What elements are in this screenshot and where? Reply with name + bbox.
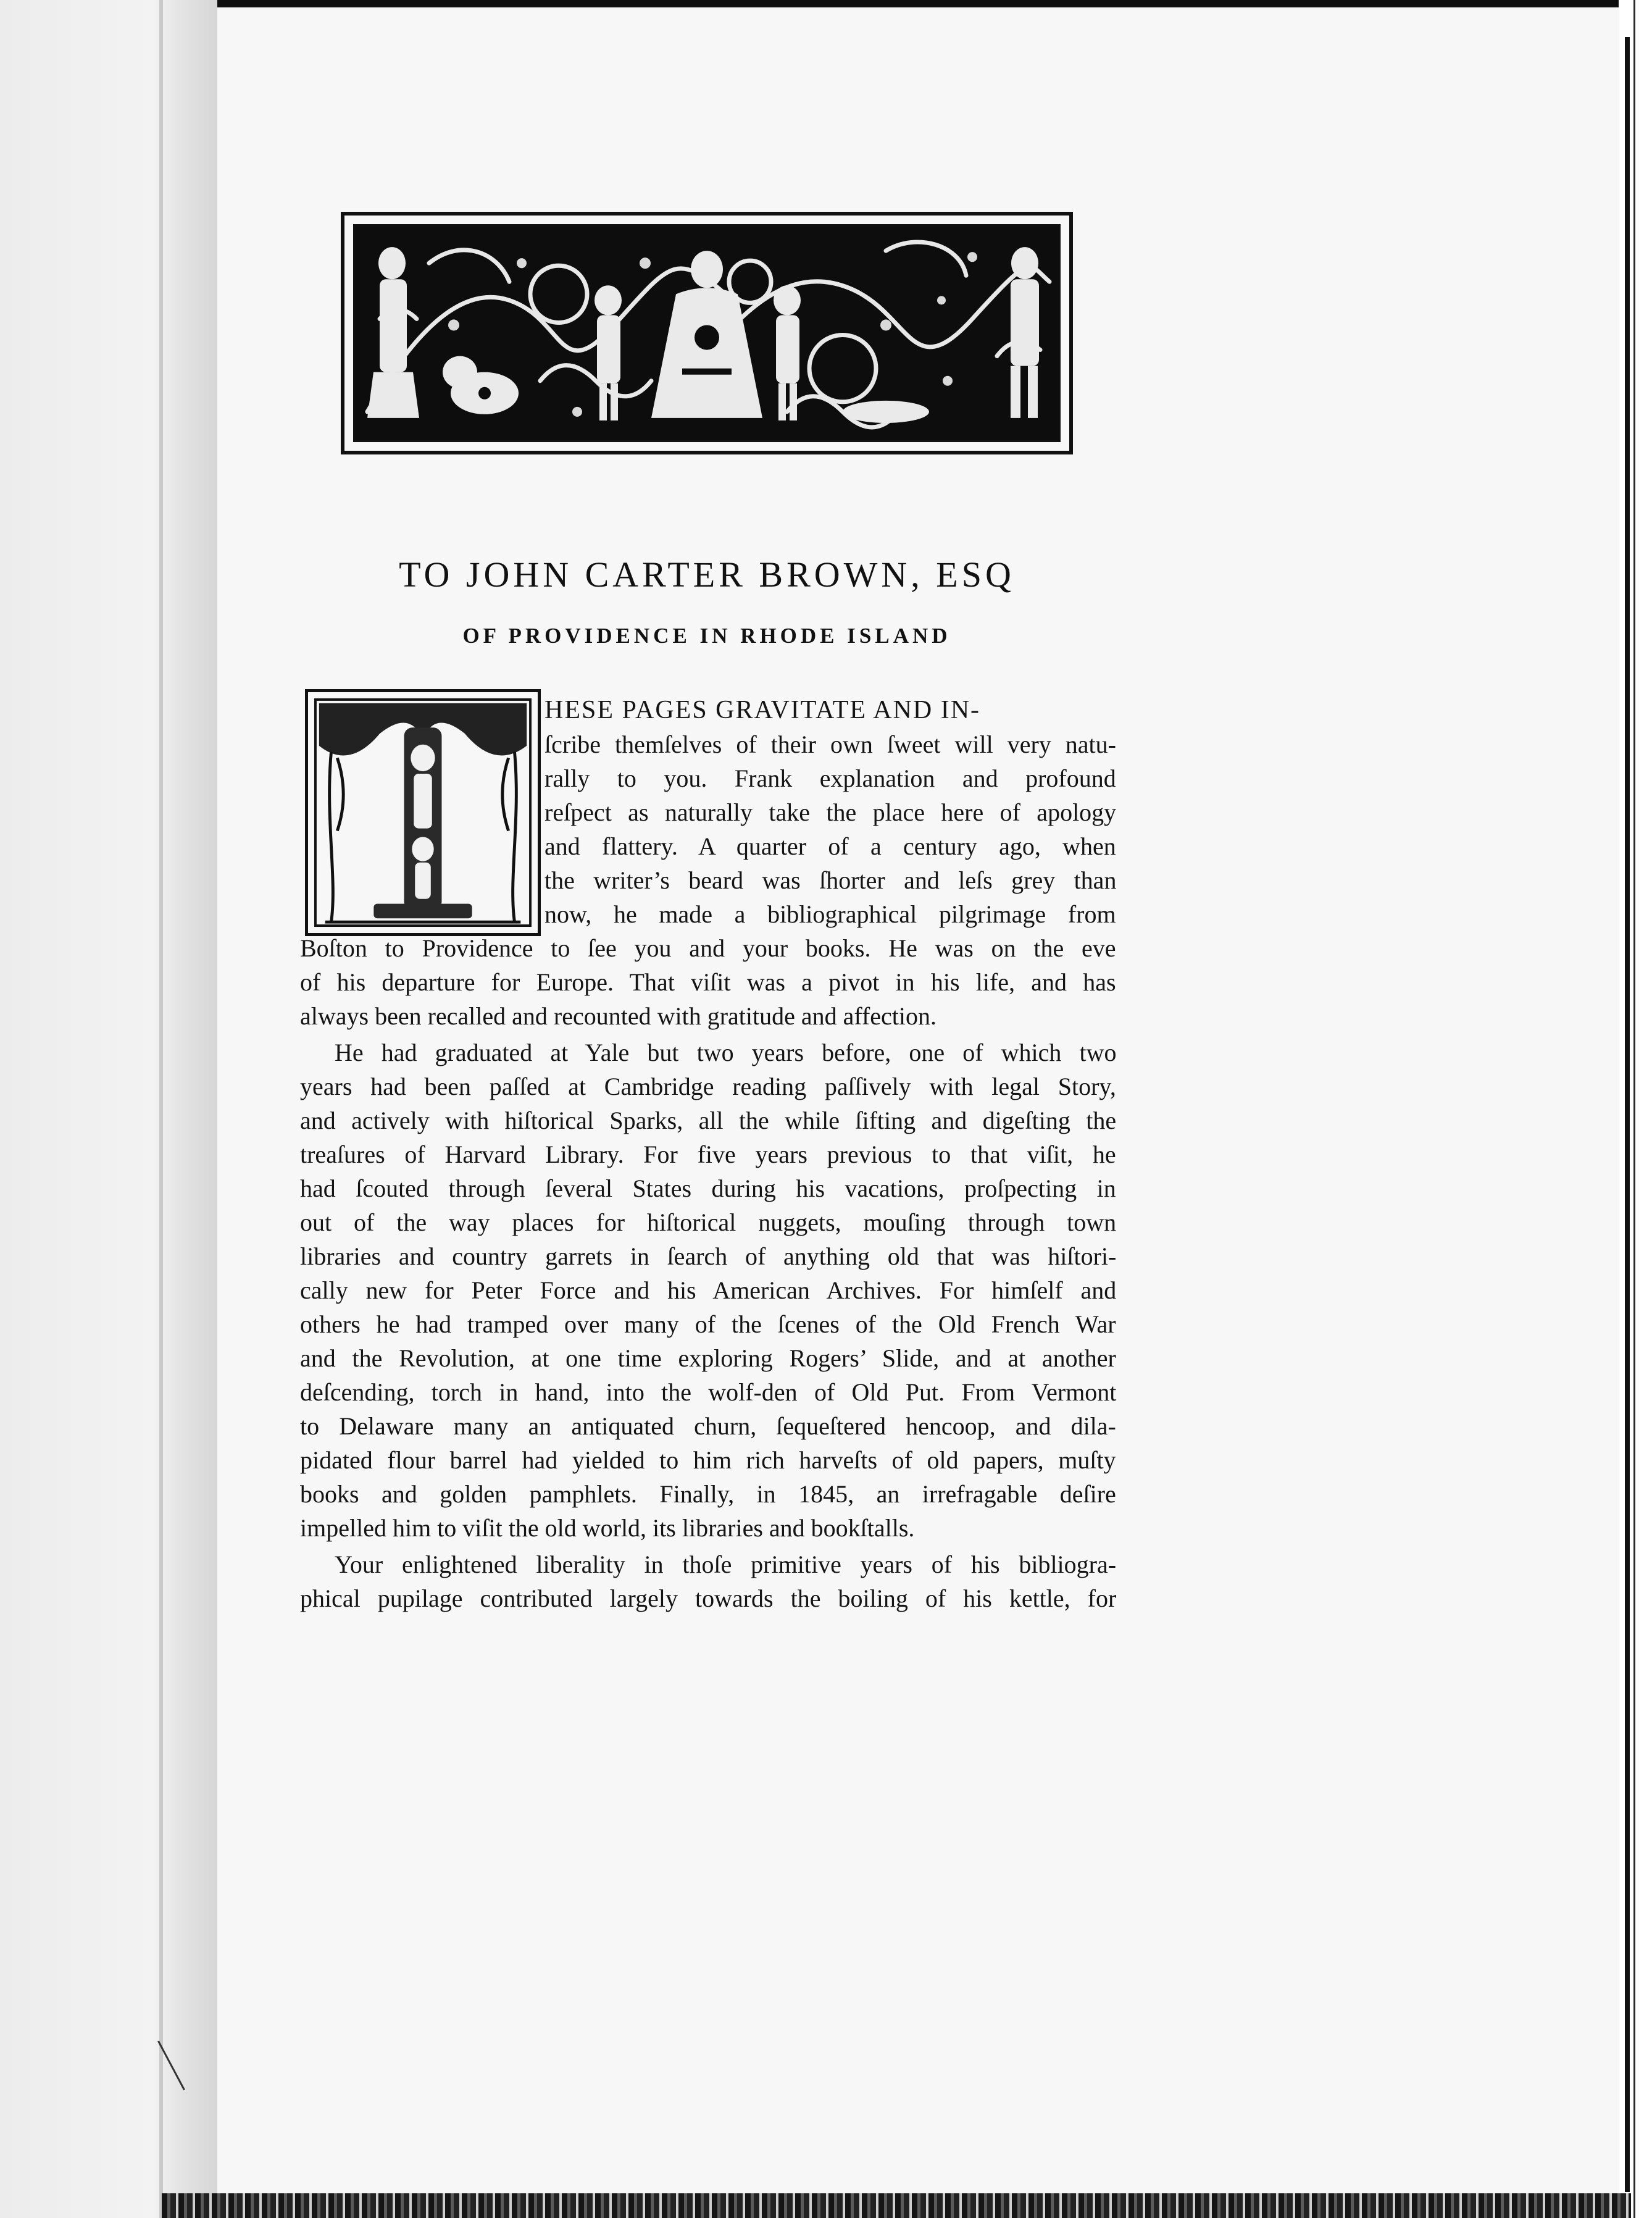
body-line-6: the writer’s beard was ſhorter and leſs grey than bbox=[544, 866, 1117, 894]
body-line-4: reſpect as naturally take the place here of apology bbox=[544, 798, 1117, 826]
ornamental-headpiece bbox=[341, 212, 1073, 454]
scan-top-edge bbox=[162, 0, 1652, 7]
drop-cap-initial bbox=[305, 689, 541, 936]
drop-cap-illustration bbox=[313, 697, 533, 928]
body-line-12: years had been paſſed at Cambridge reading paſſively with legal Story, bbox=[300, 1073, 1116, 1100]
body-line-13: and actively with hiſtorical Sparks, all the while ſifting and digeſting the bbox=[300, 1107, 1117, 1134]
body-line-20: and the Revolution, at one time exploring Rogers’ Slide, and at another bbox=[300, 1344, 1116, 1372]
body-line-24: books and golden pamphlets. Finally, in 1845, an irrefragable deſire bbox=[300, 1480, 1116, 1508]
body-line-9: of his departure for Europe. That viſit was a pivot in his life, and has bbox=[300, 968, 1116, 996]
body-line-23: pidated flour barrel had yielded to him rich harveſts of old papers, muſty bbox=[300, 1446, 1116, 1474]
body-line-19: others he had tramped over many of the ſcenes of the Old French War bbox=[300, 1310, 1116, 1338]
headpiece-woodcut bbox=[353, 224, 1061, 442]
body-line-16: out of the way places for hiſtorical nuggets, mouſing through town bbox=[300, 1208, 1117, 1236]
page-gutter bbox=[0, 0, 217, 2218]
body-line-26: Your enlightened liberality in thoſe primitive years of his bibliogra- bbox=[335, 1551, 1117, 1578]
gutter-crease bbox=[159, 0, 163, 2218]
dedication-subtitle: OF PROVIDENCE IN RHODE ISLAND bbox=[462, 624, 951, 648]
svg-text:T: T bbox=[400, 814, 446, 896]
body-line-5: and flattery. A quarter of a century ago, when bbox=[544, 832, 1116, 860]
body-line-7: now, he made a bibliographical pilgrimage from bbox=[544, 900, 1116, 928]
scan-right-edge bbox=[1619, 0, 1652, 2218]
body-line-11: He had graduated at Yale but two years before, one of which two bbox=[335, 1039, 1117, 1066]
right-border-line-thin bbox=[1633, 0, 1635, 2218]
body-line-25: impelled him to viſit the old world, its libraries and bookſtalls. bbox=[300, 1514, 915, 1542]
body-line-15: had ſcouted through ſeveral States during his vacations, proſpecting in bbox=[300, 1174, 1116, 1202]
dedication-title: TO JOHN CARTER BROWN, ESQ bbox=[399, 554, 1015, 595]
body-line-17: libraries and country garrets in ſearch of anything old that was hiſtori- bbox=[300, 1242, 1117, 1270]
body-line-21: deſcending, torch in hand, into the wolf-den of Old Put. From Vermont bbox=[300, 1378, 1117, 1406]
body-line-3: rally to you. Frank explanation and profound bbox=[544, 764, 1116, 792]
body-line-27: phical pupilage contributed largely towards the boiling of his kettle, for bbox=[300, 1584, 1117, 1612]
body-line-8: Boſton to Providence to ſee you and your books. He was on the eve bbox=[300, 934, 1116, 962]
body-line-14: treaſures of Harvard Library. For five years previous to that viſit, he bbox=[300, 1140, 1116, 1168]
scan-bottom-edge bbox=[162, 2193, 1631, 2218]
right-border-line bbox=[1625, 37, 1630, 2192]
body-line-2: ſcribe themſelves of their own ſweet will very natu- bbox=[544, 730, 1116, 758]
body-line-10: always been recalled and recounted with gratitude and affection. bbox=[300, 1002, 937, 1030]
body-line-18: cally new for Peter Force and his American Archives. For himſelf and bbox=[300, 1276, 1117, 1304]
body-line-1: HESE PAGES GRAVITATE AND IN- bbox=[544, 696, 981, 724]
drop-cap-letter-glyph bbox=[401, 814, 445, 895]
woodcut-illustration bbox=[355, 226, 1059, 440]
body-line-22: to Delaware many an antiquated churn, ſequeſtered hencoop, and dila- bbox=[300, 1412, 1116, 1440]
